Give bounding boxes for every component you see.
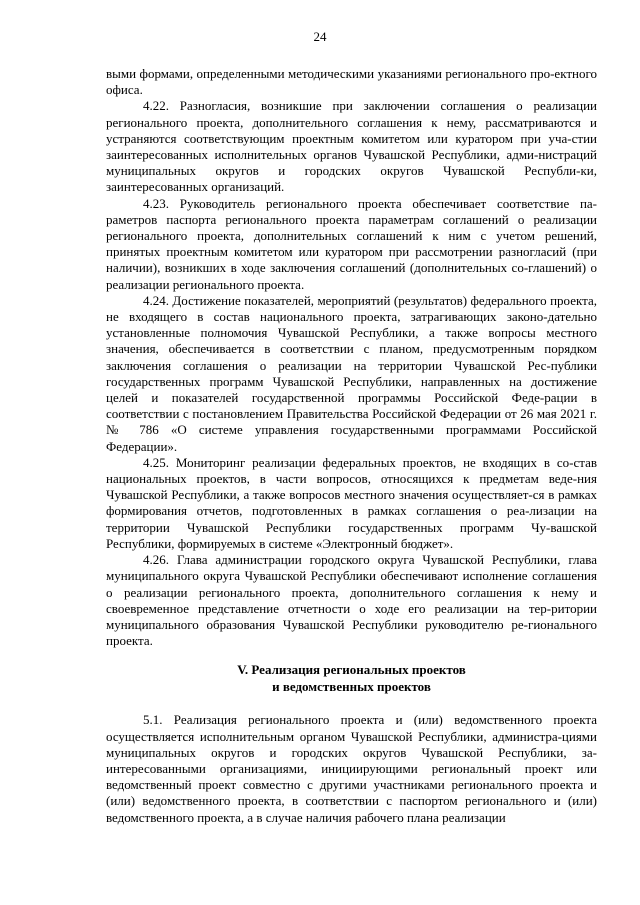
page-number: 24	[313, 29, 327, 44]
paragraph-4-26: 4.26. Глава администрации городского округа Чувашской Республики, глава муниципального округа Чувашской Республики обеспечивают исполнение соглашения о реализации регионального проекта, дополнительного соглашения к нему и своевременное представление отчетности о ходе его реализации на тер-ритории муниципального образования Чувашской Республики руководителю ре-гионального проекта.	[106, 552, 597, 649]
paragraph-4-24: 4.24. Достижение показателей, мероприятий (результатов) федерального проекта, не входящего в состав национального проекта, затрагивающих законо-дательно установленные полномочия Чувашской Республики, а также вопросы местного значения, обеспечивается в соответствии с планом, предусмотренным порядком заключения соглашения о реализации на территории Чувашской Рес-публики государственных программ Чувашской Республики, направленных на достижение целей и показателей государственной программы Российской Феде-рации в соответствии с постановлением Правительства Российской Федерации от 26 мая 2021 г. № 786 «О системе управления государственными программами Российской Федерации».	[106, 292, 597, 454]
paragraph-4-23: 4.23. Руководитель регионального проекта обеспечивает соответствие па-раметров паспорта регионального проекта параметрам соглашений о реализации регионального проекта, дополнительных соглашений к ним с учетом решений, принятых проектным комитетом или куратором при рассмотрении разногласий (при наличии), возникших в ходе заключения соглашений (дополнительных со-глашений) о реализации регионального проекта.	[106, 195, 597, 292]
paragraph-continuation: выми формами, определенными методическими указаниями регионального про-ектного офиса.	[106, 66, 597, 98]
section-heading-line-1: V. Реализация региональных проектов	[237, 662, 466, 678]
section-heading	[106, 661, 597, 695]
section-heading-line-2: и ведомственных проектов	[272, 679, 431, 695]
paragraph-4-22: 4.22. Разногласия, возникшие при заключении соглашения о реализации регионального проекта, дополнительного соглашения к нему, рассматриваются и устраняются соответствующим проектным комитетом или куратором при уча-стии заинтересованных исполнительных органов Чувашской Республики, адми-нистраций муниципальных округов и городских округов Чувашской Республи-ки, заинтересованных организаций.	[106, 98, 597, 195]
paragraph-5-1: 5.1. Реализация регионального проекта и (или) ведомственного проекта осуществляется исполнительным органом Чувашской Республики, администра-циями муниципальных округов и городских округов Чувашской Республики, за-интересованными организациями, инициирующими региональный проект или ведомственный проект совместно с другими участниками регионального проекта и (или) ведомственного проекта, в соответствии с паспортом регионального и (или) ведомственного проекта, а в случае наличия рабочего плана реализации	[106, 712, 597, 825]
paragraph-4-25: 4.25. Мониторинг реализации федеральных проектов, не входящих в со-став национальных проектов, в части вопросов, относящихся к предметам веде-ния Чувашской Республики, а также вопросов местного значения осуществляет-ся в рамках формирования отчетов, подготовленных в рамках соглашения о реа-лизации на территории Чувашской Республики государственных программ Чу-вашской Республики, формируемых в системе «Электронный бюджет».	[106, 454, 597, 551]
document-body	[106, 66, 597, 826]
